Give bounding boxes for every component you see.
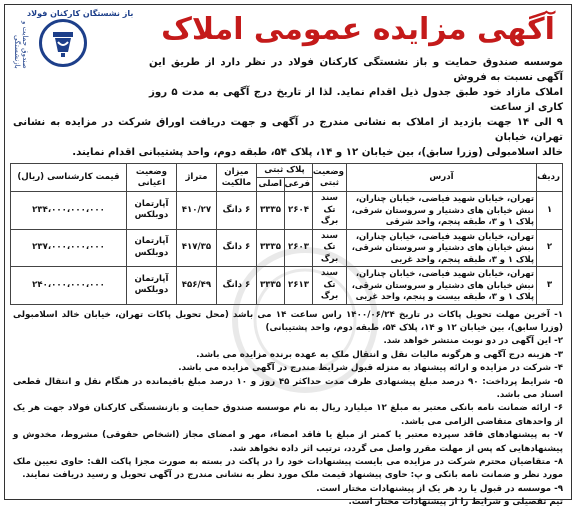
table-row [10, 267, 562, 305]
cell-row: ۲ [537, 229, 563, 267]
cell-status-doc: سند تک برگ [313, 267, 347, 305]
cell-plate-main: ۳۳۳۵ [256, 192, 284, 230]
table-header-row [10, 164, 562, 178]
col-header-plate-sub: فرعی [285, 178, 313, 192]
properties-table [10, 163, 563, 305]
logo-side-text: صندوق حمایت و بازنشستگی [13, 21, 29, 69]
cell-row: ۱ [537, 192, 563, 230]
cell-plate-sub: ۲۶۱۳ [285, 267, 313, 305]
cell-area: ۴۵۶/۴۹ [176, 267, 216, 305]
logo [9, 7, 139, 69]
term-item: ۸- متقاضیان محترم شرکت در مزایده می بایست پیشنهادات خود را در پاکت در بسته به صورت مجزا پاکت الف: حاوی تعیین ملک مورد نظر و ضمانت نامه بانکی و پ: حاوی پیشنهاد قیمت ملک مورد نظر به نشانی مندرج در آگهی تحویل و رسید دریافت نمایند. [13, 456, 563, 481]
term-item: ۱- آخرین مهلت تحویل پاکات در تاریخ ۱۴۰۰/۰۶/۲۴ راس ساعت ۱۴ می باشد (محل تحویل پاکات تهران، خیابان خالد اسلامبولی (وزرا سابق)، بین خیابان ۱۲ و ۱۴، پلاک ۵۴، طبقه دوم، واحد پشتیبانی) [13, 309, 563, 333]
term-item: ۹- موسسه در قبول یا رد هر یک از پیشنهادات مختار است. [316, 483, 563, 494]
cell-status-building: آپارتمان دوبلکس [126, 192, 176, 230]
cell-plate-sub: ۲۶۰۴ [285, 192, 313, 230]
page-title: آگهی مزایده عمومی املاک [161, 12, 555, 47]
cell-area: ۴۱۷/۳۵ [176, 229, 216, 267]
intro-line: موسسه صندوق حمایت و باز نشستگی کارکنان فولاد در نظر دارد از طریق این آگهی نسبت به فروش [149, 57, 563, 83]
term-item: ۴- شرکت در مزایده و ارائه پیشنهاد به منزله قبول شرایط مندرج در آگهی مزایده می باشد. [178, 363, 563, 374]
cell-status-building: آپارتمان دوبلکس [126, 229, 176, 267]
col-header-status-doc: وضعیت ثبتی [313, 164, 347, 192]
cell-area: ۴۱۰/۲۷ [176, 192, 216, 230]
table-row [10, 229, 562, 267]
cell-ownership: ۶ دانگ [216, 229, 256, 267]
col-header-ownership: میزان مالکیت [216, 164, 256, 192]
col-header-plate-main: اصلی [256, 178, 284, 192]
notice-page [4, 4, 572, 508]
cell-address: تهران، خیابان شهید فیاضی، خیابان چناران، نبش خیابان های دشتیار و سروستان شرقی، پلاک ۱ و ۳، طبقه پنجم، واحد غربی [347, 229, 537, 267]
cell-row: ۳ [537, 267, 563, 305]
cell-status-doc: سند تک برگ [313, 229, 347, 267]
term-item: تیم تفصیلی و شرایط را از پیشنهادات مختار است. [348, 497, 563, 508]
cell-address: تهران، خیابان شهید فیاضی، خیابان چناران، نبش خیابان های دشتیار و سروستان شرقی، پلاک ۱ و ۳، طبقه پنجم، واحد شرقی [347, 192, 537, 230]
term-item: ۳- هزینه درج آگهی و هرگونه مالیات نقل و انتقال ملک به عهده برنده مزایده می باشد. [196, 349, 563, 360]
intro-line: ۹ الی ۱۴ جهت بازدید از املاک به نشانی مندرج در آگهی و جهت دریافت اوراق شرکت در مزایده به نشانی تهران، خیابان [13, 117, 563, 143]
cell-plate-main: ۳۳۳۵ [256, 229, 284, 267]
term-item: ۷- به پیشنهادهای فاقد سپرده معتبر یا کمتر از مبلغ یا فاقد امضاء، مهر و امضای مجاز (اشخاص حقوقی) مشروط، مخدوش و پیشنهادهایی که پس از مهلت مقرر واصل می گردد، ترتیب اثر داده نخواهد شد. [13, 430, 563, 454]
cell-price: ۲۳۴،۰۰۰،۰۰۰،۰۰۰ [10, 192, 126, 230]
cell-plate-main: ۳۳۳۵ [256, 267, 284, 305]
col-header-row: ردیف [537, 164, 563, 192]
col-header-address: آدرس [347, 164, 537, 192]
intro-text [13, 55, 563, 160]
cell-status-doc: سند تک برگ [313, 192, 347, 230]
terms-list [13, 309, 563, 510]
cell-ownership: ۶ دانگ [216, 267, 256, 305]
steel-ladle-icon [39, 19, 87, 67]
cell-price: ۲۴۰،۰۰۰،۰۰۰،۰۰۰ [10, 267, 126, 305]
cell-ownership: ۶ دانگ [216, 192, 256, 230]
cell-address: تهران، خیابان شهید فیاضی، خیابان چناران، نبش خیابان های دشتیار و سروستان شرقی، پلاک ۱ و ۳، طبقه بیست و پنجم، واحد غربی [347, 267, 537, 305]
intro-line: املاک مازاد خود طبق جدول ذیل اقدام نماید. لذا از تاریخ درج آگهی به مدت ۵ روز کاری از ساعت [149, 87, 563, 113]
cell-plate-sub: ۲۶۰۳ [285, 229, 313, 267]
table-row [10, 192, 562, 230]
col-header-plate: پلاک ثبتی [256, 164, 312, 178]
col-header-area: متراژ [176, 164, 216, 192]
term-item: ۵- شرایط پرداخت: ۹۰ درصد مبلغ پیشنهادی ظرف مدت حداکثر ۴۵ روز و ۱۰ درصد مبلغ باقیمانده در هنگام نقل و انتقال قطعی اسناد می باشد. [13, 376, 563, 400]
cell-status-building: آپارتمان دوبلکس [126, 267, 176, 305]
intro-line: خالد اسلامبولی (وزرا سابق)، بین خیابان ۱۲ و ۱۴، پلاک ۵۴، طبقه دوم، واحد پشتیبانی اقدام نمایند. [72, 147, 563, 158]
col-header-price: قیمت کارشناسی (ریال) [10, 164, 126, 192]
term-item: ۲- این آگهی در دو نوبت منتشر خواهد شد. [383, 336, 563, 347]
cell-price: ۲۳۷،۰۰۰،۰۰۰،۰۰۰ [10, 229, 126, 267]
col-header-status-building: وضعیت اعیانی [126, 164, 176, 192]
logo-caption: باز نشستگان کارکنان فولاد [27, 9, 134, 18]
header [5, 5, 571, 69]
term-item: ۶- ارائه ضمانت نامه بانکی معتبر به مبلغ ۱۲ میلیارد ریال به نام موسسه صندوق حمایت و بازنشستگی کارکنان فولاد جهت هر یک از واحدهای متقاضی الزامی می باشد. [13, 403, 564, 427]
